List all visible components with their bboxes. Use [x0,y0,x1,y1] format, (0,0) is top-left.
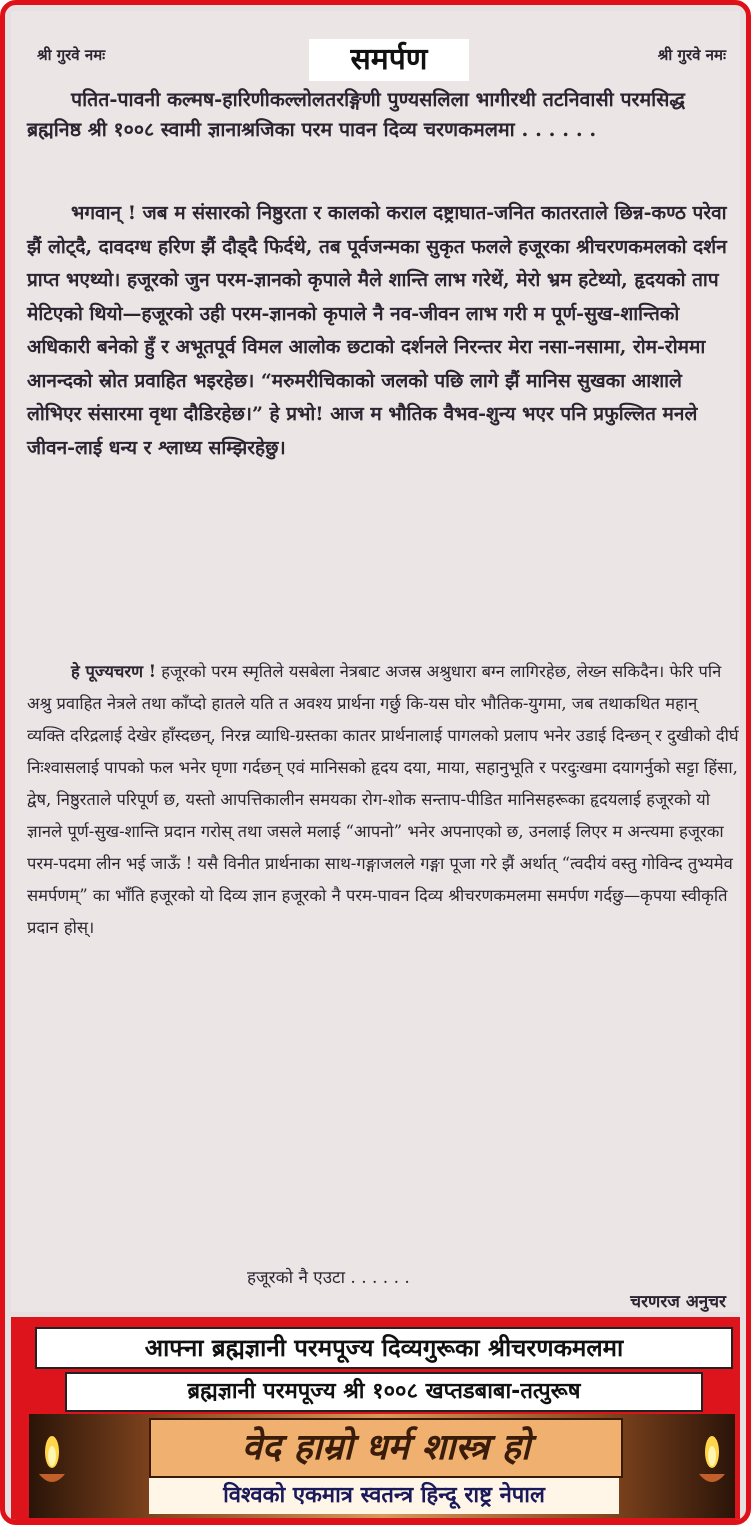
dedication-paragraph-3 [27,656,739,944]
veda-banner [29,1414,735,1518]
banner-sub-text: विश्वको एकमात्र स्वतन्त्र हिन्दू राष्ट्र नेपाल [149,1478,619,1514]
footer-guru-name: ब्रह्मज्ञानी परमपूज्य श्री १००८ खप्तडबाबा-तत्पुरूष [65,1372,703,1412]
paragraph-3-lead: हे पूज्यचरण ! [71,662,157,681]
oil-lamp-icon [697,1430,727,1492]
signature-line-1: हजूरको नै एउटा . . . . . . [247,1268,410,1288]
dedication-paragraph-2 [27,197,739,465]
paragraph-1-text: पतित-पावनी कल्मष-हारिणीकल्लोलतरङ्गिणी पुण्यसलिला भागीरथी तटनिवासी परमसिद्ध ब्रह्मनिष्ठ श्री १००८ स्वामी ज्ञानाश्रजिका परम पावन दिव्य चरणकमलमा . . . . . . [27,88,685,141]
page-title: समर्पण [309,39,469,81]
paragraph-3-text: हजूरको परम स्मृतिले यसबेला नेत्रबाट अजस्र अश्रुधारा बग्न लागिरहेछ, लेख्न सकिदैन। फेरि पनि अश्रु प्रवाहित नेत्रले तथा काँप्दो हातले यति त अवश्य प्रार्थना गर्छु कि-यस घोर भौतिक-युगमा, जब तथाकथित महान् व्यक्ति दरिद्रलाई देखेर हाँस्दछन्, निरन्न व्याधि-ग्रस्तका कातर प्रार्थनालाई पागलको प्रलाप भनेर उडाई दिन्छन् र दुखीको दीर्घ निःश्वासलाई पापको फल भनेर घृणा गर्दछन् एवं मानिसको हृदय दया, माया, सहानुभूति र परदुःखमा दयागर्नुको सट्टा हिंसा, द्वेष, निष्ठुरताले परिपूर्ण छ, यस्तो आपत्तिकालीन समयका रोग-शोक सन्ताप-पीडित मानिसहरूका हृदयलाई हजूरको यो ज्ञानले पूर्ण-सुख-शान्ति प्रदान गरोस् तथा जसले मलाई “आपनो” भनेर अपनाएको छ, उनलाई लिएर म अन्त्यमा हजूरका परम-पदमा लीन भई जाऊँ ! यसै विनीत प्रार्थनाका साथ-गङ्गाजलले गङ्गा पूजा गरे झैं अर्थात् “त्वदीयं वस्तु गोविन्द तुभ्यमेव समर्पणम्” का भाँति हजूरको यो दिव्य ज्ञान हजूरको नै परम-पावन दिव्य श्रीचरणकमलमा समर्पण गर्दछु—कृपया स्वीकृति प्रदान होस्। [27,662,739,937]
guru-salutation-left: श्री गुरवे नमः [37,46,106,64]
footer-dedication-line: आफ्ना ब्रह्मज्ञानी परमपूज्य दिव्यगुरूका श्रीचरणकमलमा [35,1327,733,1369]
signature-line-2: चरणरज अनुचर [630,1292,726,1312]
dedication-paragraph-1 [27,85,739,145]
paragraph-2-text: भगवान् ! जब म संसारको निष्ठुरता र कालको कराल दष्ट्राघात-जनित कातरताले छिन्न-कण्ठ परेवा झैं लोट्दै, दावदग्ध हरिण झैं दौड्दै फिर्दथे, तब पूर्वजन्मका सुकृत फलले हजूरका श्रीचरणकमलको दर्शन प्राप्त भएथ्यो। हजूरको जुन परम-ज्ञानको कृपाले मैले शान्ति लाभ गरेथें, मेरो भ्रम हटेथ्यो, हृदयको ताप मेटिएको थियो—हजूरको उही परम-ज्ञानको कृपाले नै नव-जीवन लाभ गरी म पूर्ण-सुख-शान्तिको अधिकारी बनेको हुँ र अभूतपूर्व विमल आलोक छटाको दर्शनले निरन्तर मेरा नसा-नसामा, रोम-रोममा आनन्दको स्रोत प्रवाहित भइरहेछ। “मरुमरीचिकाको जलको पछि लागे झैं मानिस सुखका आशाले लोभिएर संसारमा वृथा दौडिरहेछ।” हे प्रभो! आज म भौतिक वैभव-शुन्य भएर पनि प्रफुल्लित मनले जीवन-लाई धन्य र श्लाध्य सम्झिरहेछु। [27,202,727,459]
dedication-page [11,11,740,1312]
oil-lamp-icon [37,1430,67,1492]
footer-band [11,1317,740,1523]
banner-main-text: वेद हाम्रो धर्म शास्त्र हो [149,1418,623,1478]
guru-salutation-right: श्री गुरवे नमः [657,46,726,64]
